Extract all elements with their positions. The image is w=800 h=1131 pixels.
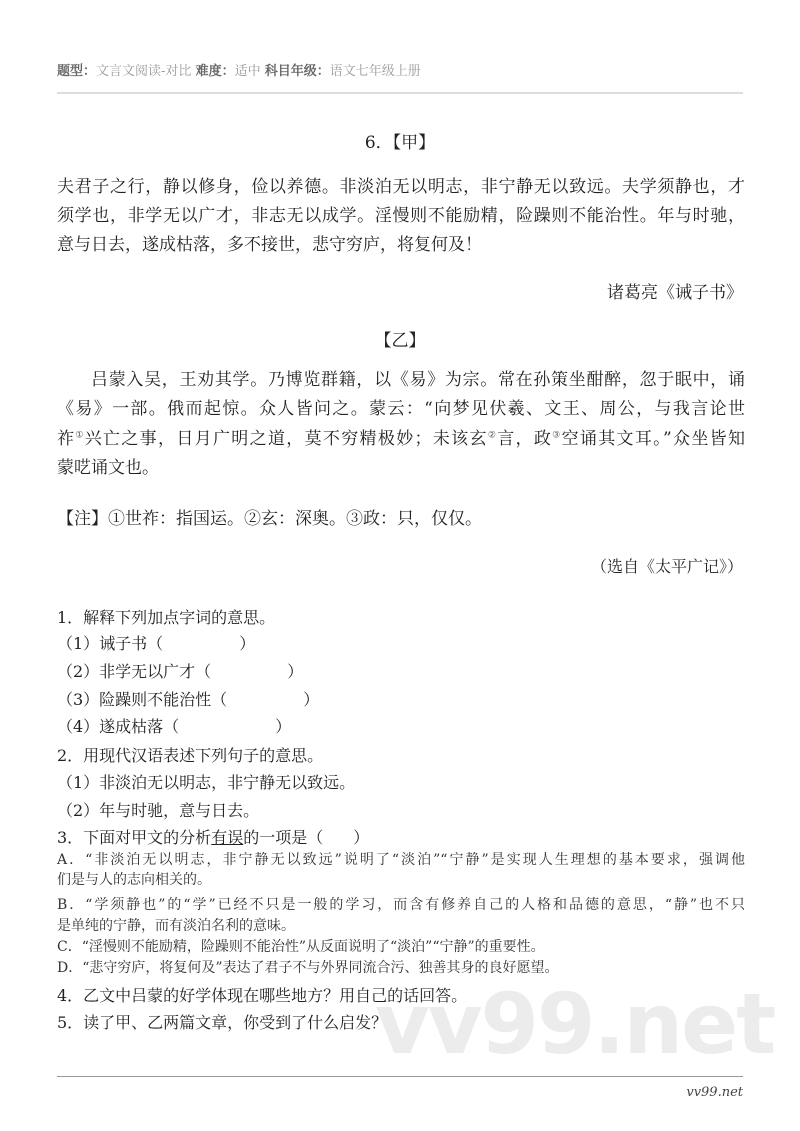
difficulty-label: 难度： bbox=[195, 64, 235, 79]
passage-b-line: 蒙呓诵文也。 bbox=[57, 458, 159, 478]
header-divider bbox=[57, 92, 743, 94]
text: 3．下面对甲文的分析 bbox=[57, 828, 212, 847]
footer-divider bbox=[57, 1076, 743, 1077]
option-b-cont: 是单纯的宁静，而有淡泊名利的意味。 bbox=[57, 918, 295, 934]
q2-item: （2）年与时驰，意与日去。 bbox=[57, 801, 260, 820]
text: ） bbox=[303, 690, 320, 709]
type-label: 题型： bbox=[57, 64, 97, 79]
passage-a-author: 诸葛亮《诫子书》 bbox=[607, 283, 743, 303]
passage-a-title: 6．【甲】 bbox=[364, 133, 436, 153]
passage-b-line bbox=[57, 429, 745, 449]
text: （4）遂成枯落（ bbox=[57, 717, 180, 736]
text: ） bbox=[275, 717, 292, 736]
passage-b-line: 吕蒙入吴，王劝其学。乃博览群籍，以《易》为宗。常在孙策坐酣醉，忽于眠中，诵 bbox=[91, 370, 745, 390]
option-c: C．“淫慢则不能励精，险躁则不能治性”从反面说明了“淡泊”“宁静”的重要性。 bbox=[57, 939, 545, 955]
footnote-ref: ② bbox=[487, 430, 498, 441]
q2-item: （1）非淡泊无以明志，非宁静无以致远。 bbox=[57, 773, 356, 792]
watermark: vv99.net bbox=[375, 975, 775, 1073]
text: 的一项是（ bbox=[243, 828, 324, 847]
text: 兴亡之事，日月广明之道，莫不穷精极妙；未该玄 bbox=[84, 429, 488, 449]
text: （3）险躁则不能治性（ bbox=[57, 690, 228, 709]
text: 言，政 bbox=[497, 429, 553, 449]
passage-b-note: 【注】①世祚：指国运。②玄：深奥。③政：只，仅仅。 bbox=[57, 509, 482, 529]
underlined-text: 有误 bbox=[211, 828, 244, 847]
subject-label: 科目年级： bbox=[264, 64, 330, 79]
footnote-ref: ① bbox=[75, 430, 85, 441]
passage-a-line: 夫君子之行，静以修身，俭以养德。非淡泊无以明志，非宁静无以致远。夫学须静也，才 bbox=[57, 177, 745, 197]
text: （2）非学无以广才（ bbox=[57, 662, 212, 681]
difficulty-value: 适中 bbox=[234, 64, 261, 79]
passage-b-source: （选自《太平广记》） bbox=[590, 557, 743, 576]
text: （1）诫子书（ bbox=[57, 634, 164, 653]
question-meta bbox=[57, 64, 421, 80]
option-a-cont: 们是与人的志向相关的。 bbox=[57, 872, 211, 888]
passage-a-line: 意与日去，遂成枯落，多不接世，悲守穷庐，将复何及！ bbox=[57, 235, 482, 255]
option-a: A．“非淡泊无以明志，非宁静无以致远”说明了“淡泊”“宁静”是实现人生理想的基本要求，强调他 bbox=[57, 852, 745, 868]
footnote-ref: ③ bbox=[552, 430, 562, 441]
question-2: 2．用现代汉语表述下列句子的意思。 bbox=[57, 746, 324, 765]
passage-b-line: 《易》一部。俄而起惊。众人皆问之。蒙云：“向梦见伏羲、文王、周公，与我言论世 bbox=[57, 399, 745, 419]
type-value: 文言文阅读-对比 bbox=[96, 64, 192, 79]
footer-site: vv99.net bbox=[686, 1085, 743, 1100]
q1-item bbox=[57, 690, 319, 709]
text: 空诵其文耳。”众坐皆知 bbox=[561, 429, 745, 449]
option-d: D．“悲守穷庐，将复何及”表达了君子不与外界同流合污、独善其身的良好愿望。 bbox=[57, 960, 559, 976]
question-5: 5．读了甲、乙两篇文章，你受到了什么启发？ bbox=[57, 1013, 388, 1032]
passage-a-line: 须学也，非学无以广才，非志无以成学。淫慢则不能励精，险躁则不能治性。年与时驰， bbox=[57, 206, 745, 226]
text: ） bbox=[287, 662, 304, 681]
text: 祚 bbox=[57, 429, 76, 449]
subject-value: 语文七年级上册 bbox=[329, 64, 421, 79]
option-b: B．“学须静也”的“学”已经不只是一般的学习，而含有修养自己的人格和品德的意思，“静”也不只 bbox=[57, 897, 745, 913]
q1-item bbox=[57, 662, 303, 681]
q1-item bbox=[57, 634, 255, 653]
text: ） bbox=[239, 634, 256, 653]
question-3 bbox=[57, 828, 369, 847]
question-1: 1．解释下列加点字词的意思。 bbox=[57, 608, 276, 627]
q1-item bbox=[57, 717, 291, 736]
question-4: 4．乙文中吕蒙的好学体现在哪些地方？用自己的话回答。 bbox=[57, 986, 468, 1005]
passage-b-title: 【乙】 bbox=[374, 331, 426, 351]
text: ） bbox=[353, 828, 370, 847]
